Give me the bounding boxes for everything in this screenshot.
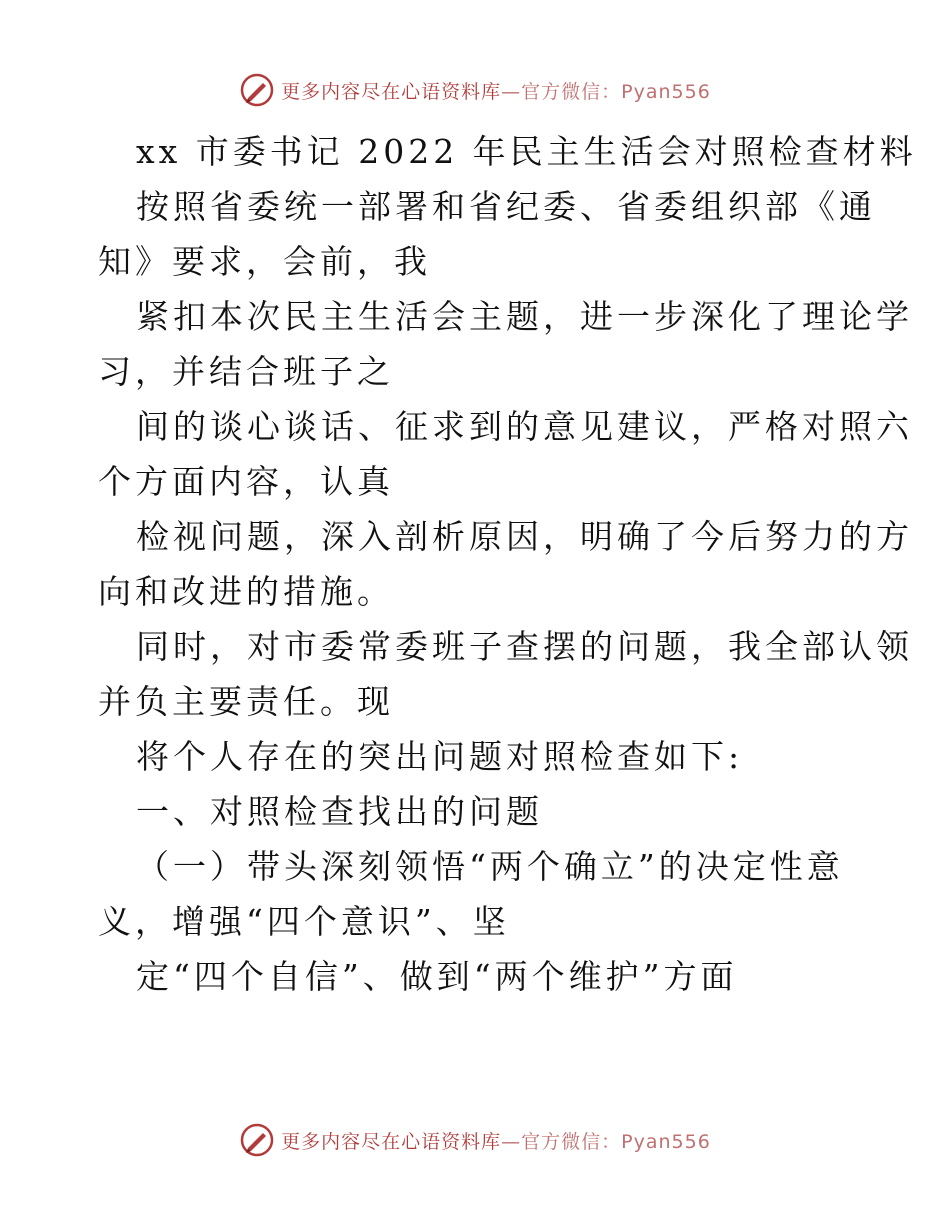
document-title: xx 市委书记 2022 年民主生活会对照检查材料	[136, 132, 917, 171]
text-line: 定“四个自信”、做到“两个维护”方面	[136, 957, 738, 996]
text-line: 知》要求，会前，我	[98, 242, 431, 281]
text-line: 同时，对市委常委班子查摆的问题，我全部认领	[136, 627, 913, 666]
pen-logo-icon	[239, 72, 275, 108]
watermark-brand: 更多内容尽在心语资料库	[281, 1130, 502, 1153]
document-body	[98, 124, 917, 1004]
text-line: 检视问题，深入剖析原因，明确了今后努力的方	[136, 517, 913, 556]
pen-logo-icon	[239, 1122, 275, 1158]
section-heading: 一、对照检查找出的问题	[136, 792, 543, 831]
watermark-contact: —官方微信：Pyan556	[501, 80, 711, 103]
text-line: 并负主要责任。现	[98, 682, 394, 721]
text-line: 按照省委统一部署和省纪委、省委组织部《通	[136, 187, 876, 226]
text-line: 个方面内容，认真	[98, 462, 394, 501]
text-line: 义，增强“四个意识”、坚	[98, 902, 510, 941]
text-line: 间的谈心谈话、征求到的意见建议，严格对照六	[136, 407, 913, 446]
watermark-footer	[0, 1120, 950, 1160]
subsection-heading: （一）带头深刻领悟“两个确立”的决定性意	[136, 847, 844, 886]
text-line: 习，并结合班子之	[98, 352, 394, 391]
text-line: 紧扣本次民主生活会主题，进一步深化了理论学	[136, 297, 913, 336]
watermark-contact: —官方微信：Pyan556	[501, 1130, 711, 1153]
watermark-brand: 更多内容尽在心语资料库	[281, 80, 502, 103]
watermark-header	[0, 70, 950, 110]
text-line: 向和改进的措施。	[98, 572, 394, 611]
text-line: 将个人存在的突出问题对照检查如下:	[136, 737, 744, 776]
